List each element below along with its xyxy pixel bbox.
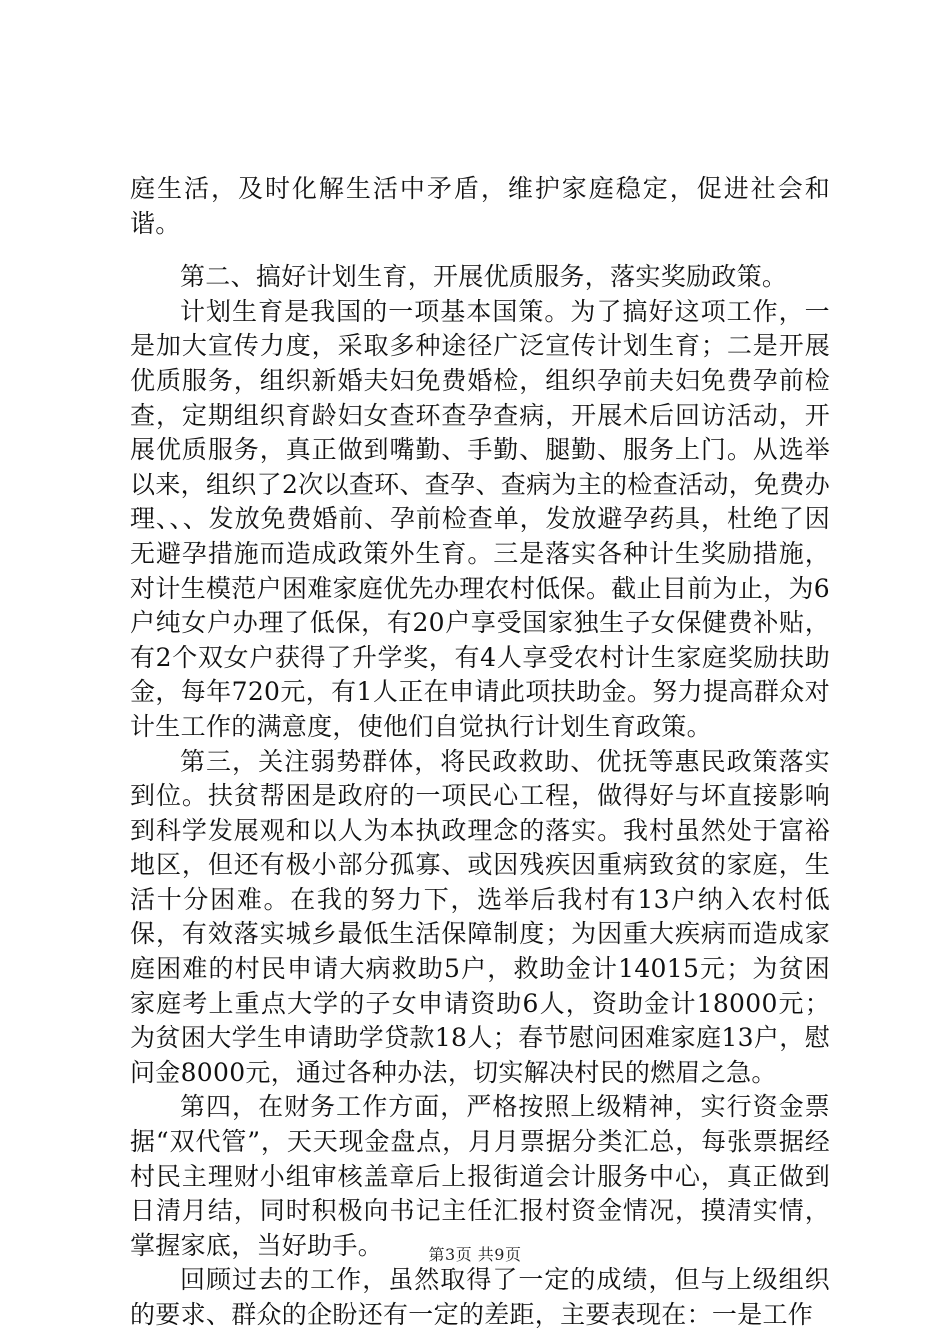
page-number-footer: 第3页 共9页 (428, 1245, 522, 1264)
paragraph-finance-work: 第四，在财务工作方面，严格按照上级精神，实行资金票据“双代管”，天天现金盘点，月月票据分类汇总，每张票据经村民主理财小组审核盖章后上报街道会计服务中心，真正做到日清月结，同时积极向书记主任汇报村资金情况，摸清实情，掌握家底，当好助手。 (130, 1092, 830, 1260)
section-heading-family-planning: 第二、搞好计划生育，开展优质服务，落实奖励政策。 (180, 262, 788, 292)
document-body (130, 172, 830, 1333)
paragraph-family-planning: 计划生育是我国的一项基本国策。为了搞好这项工作，一是加大宣传力度，采取多种途径广泛宣传计划生育；二是开展优质服务，组织新婚夫妇免费婚检，组织孕前夫妇免费孕前检查，定期组织育龄妇女查环查孕查病，开展术后回访活动，开展优质服务，真正做到嘴勤、手勤、腿勤、服务上门。从选举以来，组织了2次以查环、查孕、查病为主的检查活动，免费办理、、、发放免费婚前、孕前检查单，发放避孕药具，杜绝了因无避孕措施而造成政策外生育。三是落实各种计生奖励措施，对计生模范户困难家庭优先办理农村低保。截止目前为止，为6户纯女户办理了低保，有20户享受国家独生子女保健费补贴，有2个双女户获得了升学奖，有4人享受农村计生家庭奖励扶助金，每年720元，有1人正在申请此项扶助金。努力提高群众对计生工作的满意度，使他们自觉执行计划生育政策。 (130, 296, 830, 741)
paragraph-review: 回顾过去的工作，虽然取得了一定的成绩，但与上级组织的要求、群众的企盼还有一定的差距，主要表现在：一是工作 (130, 1265, 830, 1329)
paragraph-vulnerable-groups: 第三，关注弱势群体，将民政救助、优抚等惠民政策落实到位。扶贫帮困是政府的一项民心工程，做得好与坏直接影响到科学发展观和以人为本执政理念的落实。我村虽然处于富裕地区，但还有极小部分孤寡、或因残疾因重病致贫的家庭，生活十分困难。在我的努力下，选举后我村有13户纳入农村低保，有效落实城乡最低生活保障制度；为因重大疾病而造成家庭困难的村民申请大病救助5户，救助金计14015元；为贫困家庭考上重点大学的子女申请资助6人，资助金计18000元；为贫困大学生申请助学贷款18人；春节慰问困难家庭13户，慰问金8000元，通过各种办法，切实解决村民的燃眉之急。 (130, 746, 830, 1087)
paragraph-family-harmony-continued: 庭生活，及时化解生活中矛盾，维护家庭稳定，促进社会和谐。 (130, 174, 830, 238)
